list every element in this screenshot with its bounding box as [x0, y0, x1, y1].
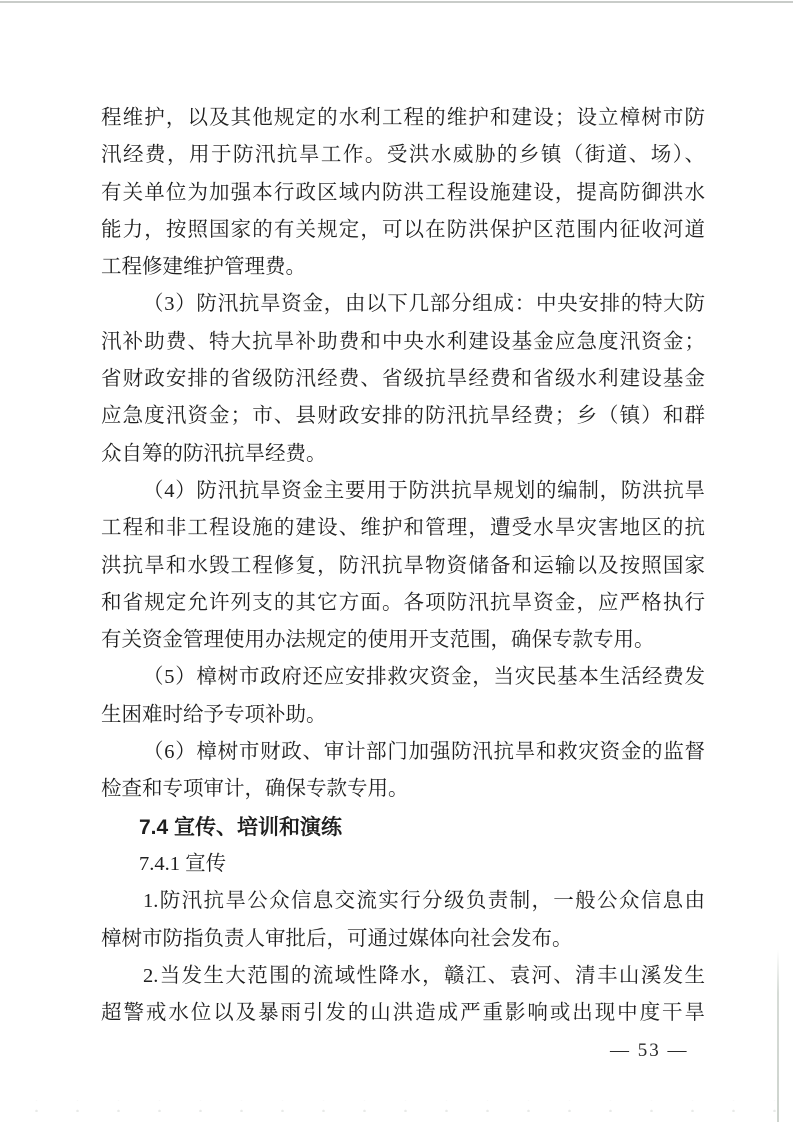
- text-line: 有关资金管理使用办法规定的使用开支范围，确保专款专用。: [101, 629, 655, 652]
- text-line: 有关单位为加强本行政区域内防洪工程设施建设，提高防御洪水: [101, 181, 705, 204]
- text-line: 2.当发生大范围的流域性降水，赣江、袁河、清丰山溪发生: [143, 964, 705, 987]
- text-line: （6）樟树市财政、审计部门加强防汛抗旱和救灾资金的监督: [143, 741, 705, 764]
- text-line: 洪抗旱和水毁工程修复，防汛抗旱物资储备和运输以及按照国家: [101, 554, 705, 577]
- scan-artifact-speckles: [10, 1100, 783, 1112]
- text-line: 应急度汛资金；市、县财政安排的防汛抗旱经费；乡（镇）和群: [101, 405, 705, 428]
- text-line: 工程和非工程设施的建设、维护和管理，遭受水旱灾害地区的抗: [101, 517, 705, 540]
- text-line: 汛补助费、特大抗旱补助费和中央水利建设基金应急度汛资金；: [101, 330, 705, 353]
- text-line: 能力，按照国家的有关规定，可以在防洪保护区范围内征收河道: [101, 218, 705, 241]
- text-line: 工程修建维护管理费。: [101, 256, 306, 279]
- text-line: （3）防汛抗旱资金，由以下几部分组成：中央安排的特大防: [143, 293, 705, 316]
- text-line: 和省规定允许列支的其它方面。各项防汛抗旱资金，应严格执行: [101, 591, 705, 614]
- scan-artifact-right-line: [777, 950, 779, 1122]
- text-line: 程维护，以及其他规定的水利工程的维护和建设；设立樟树市防: [101, 107, 705, 129]
- document-text-block: [101, 100, 705, 1032]
- text-line: （4）防汛抗旱资金主要用于防洪抗旱规划的编制，防洪抗旱: [143, 479, 705, 502]
- text-line: 生困难时给予专项补助。: [101, 703, 327, 726]
- subsection-heading: 7.4.1 宣传: [139, 852, 227, 875]
- text-line: 检查和专项审计，确保专款专用。: [101, 778, 409, 801]
- text-line: 省财政安排的省级防汛经费、省级抗旱经费和省级水利建设基金: [101, 368, 705, 391]
- text-line: 超警戒水位以及暴雨引发的山洪造成严重影响或出现中度干旱: [101, 1002, 705, 1025]
- scan-artifact-top-line: [0, 1, 793, 3]
- page-number: — 53 —: [610, 1040, 689, 1061]
- section-heading: 7.4 宣传、培训和演练: [139, 815, 343, 839]
- text-line: 众自筹的防汛抗旱经费。: [101, 442, 327, 465]
- text-line: 樟树市防指负责人审批后，可通过媒体向社会发布。: [101, 927, 573, 950]
- text-line: 汛经费，用于防汛抗旱工作。受洪水威胁的乡镇（街道、场）、: [101, 144, 705, 167]
- text-line: （5）樟树市政府还应安排救灾资金，当灾民基本生活经费发: [143, 666, 705, 689]
- text-line: 1.防汛抗旱公众信息交流实行分级负责制，一般公众信息由: [143, 890, 705, 913]
